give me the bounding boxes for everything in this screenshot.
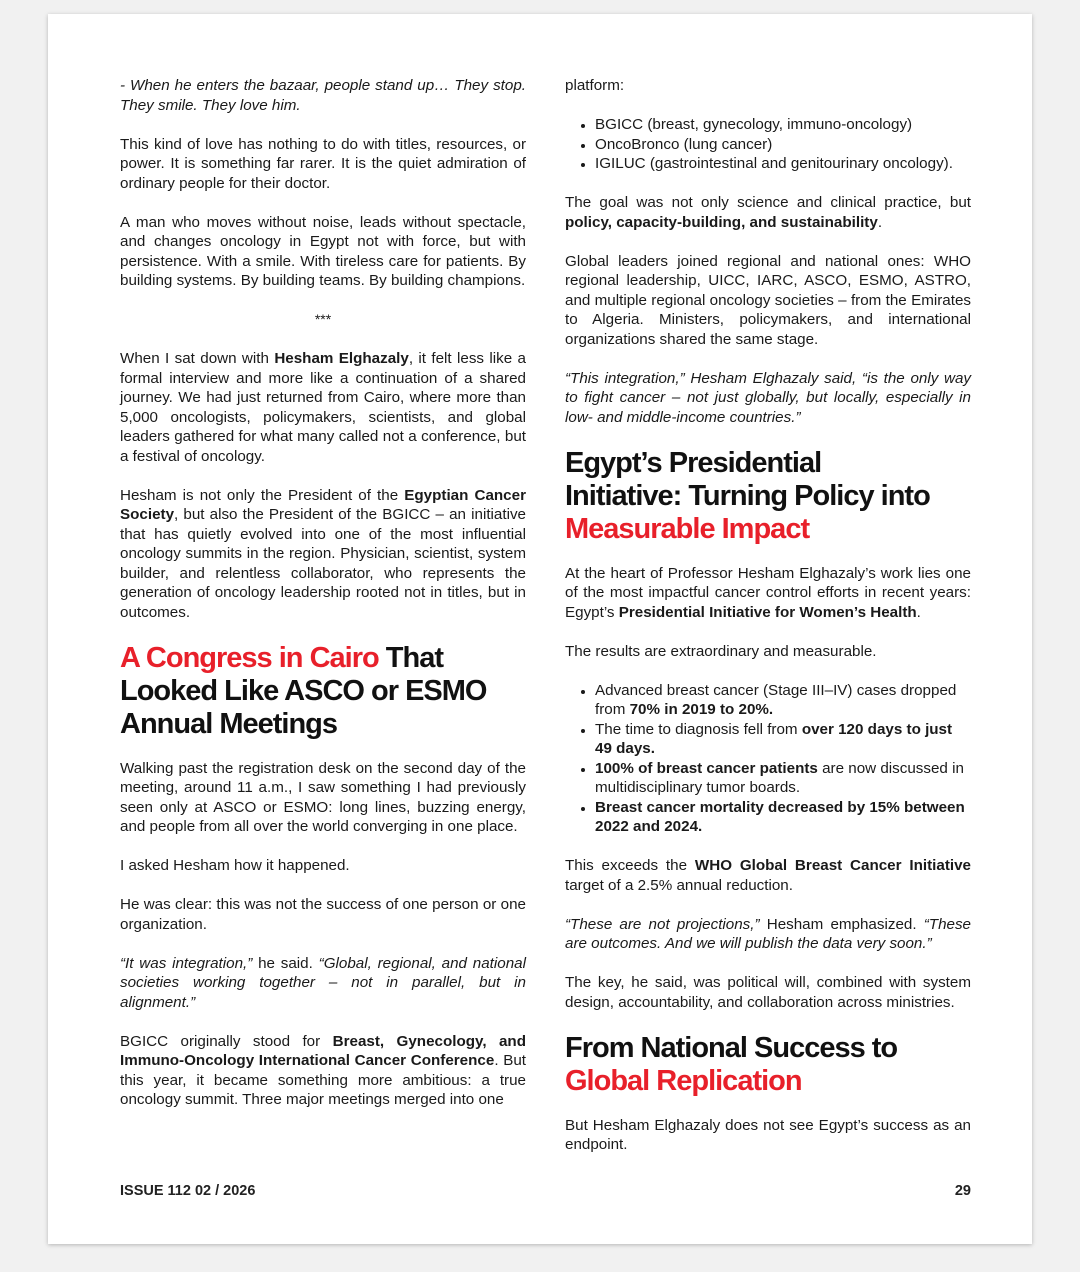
quote-text: “These are not projections,” — [565, 915, 760, 933]
issue-label: ISSUE 112 02 / 2026 — [120, 1183, 256, 1199]
heading-highlight: A Congress in Cairo — [120, 641, 379, 674]
page-number: 29 — [954, 1183, 971, 1199]
paragraph: This kind of love has nothing to do with titles, resources, or power. It is something far rarer. It is the quiet admiration of ordinary people for their doctor. — [120, 135, 526, 192]
section-heading — [120, 642, 526, 741]
bold-text: over 120 days to just 49 days. — [595, 720, 953, 757]
list-item — [595, 681, 971, 720]
paragraph: Global leaders joined regional and national ones: WHO regional leadership, UICC, IARC, ASCO, ESMO, ASTRO, and multiple regional oncology societies – from the Emirates to Algeria. Ministers, policymakers, and international organizations shared the same stage. — [565, 252, 971, 348]
bold-text: WHO Global Breast Cancer Initiative — [694, 857, 971, 874]
bold-text: 70% in 2019 to 20%. — [629, 701, 774, 718]
text: This exceeds the — [565, 857, 695, 874]
paragraph: The key, he said, was political will, combined with system design, accountability, and collaboration across ministries. — [565, 974, 971, 1011]
section-heading — [565, 447, 971, 546]
bold-text: policy, capacity-building, and sustainability — [565, 213, 878, 231]
text: . But this year, it became something more ambitious: a true oncology summit. Three major meetings merged into one — [120, 1052, 526, 1108]
list-item: • OncoBronco (lung cancer) — [595, 135, 971, 155]
meeting-list — [565, 115, 971, 174]
quote-text: Hesham Elghazaly said, — [684, 369, 862, 387]
list-item: • IGILUC (gastrointestinal and genitourinary oncology). — [595, 154, 971, 174]
text: he said. — [252, 954, 319, 972]
quote-text: “Global, regional, and national societies working together – not in parallel, but in alignment.” — [120, 954, 526, 1011]
heading-text: Initiative: Turning Policy into — [565, 479, 930, 512]
text: , it felt less like a formal interview and more like a continuation of a shared journey. We had just returned from Cairo, where more than 5,000 oncologists, policymakers, scientists, and global leaders gathered for what many called not a conference, but a festival of oncology. — [120, 350, 526, 465]
bold-name: Hesham Elghazaly — [274, 350, 409, 367]
quote-text: “is the only way to fight cancer – not just globally, but locally, especially in low- and middle-income countries.” — [565, 369, 972, 426]
heading-text: From National Success to — [565, 1031, 898, 1064]
paragraph — [565, 564, 971, 623]
paragraph — [565, 915, 971, 954]
paragraph — [120, 486, 526, 623]
paragraph: But Hesham Elghazaly does not see Egypt’s success as an endpoint. — [565, 1116, 971, 1153]
text: The goal was not only science and clinical practice, but — [565, 194, 971, 211]
quote-text: “It was integration,” — [120, 954, 253, 972]
quote-text: “These are outcomes. And we will publish the data very soon.” — [565, 915, 972, 952]
paragraph: I asked Hesham how it happened. — [120, 857, 350, 874]
section-heading — [565, 1032, 971, 1098]
heading-highlight: Global Replication — [565, 1064, 802, 1097]
paragraph: He was clear: this was not the success of one person or one organization. — [120, 896, 526, 933]
text: Hesham is not only the President of the — [120, 486, 405, 504]
bold-text: Presidential Initiative for Women’s Health — [618, 603, 917, 621]
bold-name: Breast, Gynecology, and Immuno-Oncology International Cancer Conference — [120, 1032, 526, 1069]
heading-text: That Looked Like ASCO or ESMO Annual Meetings — [120, 641, 487, 740]
bold-text: Breast cancer mortality decreased by 15% between 2022 and 2024. — [595, 798, 965, 835]
text: , but also the President of the BGICC – an initiative that has quietly evolved into one of the most influential oncology summits in the region. Physician, scientist, system builder, and relentless collaborator, who represents the generation of oncology leadership rooted not in titles, but in outcomes. — [120, 506, 526, 621]
text: Advanced breast cancer (Stage III–IV) cases dropped from — [595, 681, 957, 718]
list-item — [595, 759, 971, 798]
paragraph: The results are extraordinary and measurable. — [565, 642, 877, 660]
paragraph — [120, 1032, 526, 1110]
list-item: • BGICC (breast, gynecology, immuno-oncology) — [595, 115, 971, 135]
paragraph — [120, 954, 526, 1013]
quote-text: “This integration,” — [565, 369, 685, 387]
paragraph — [565, 856, 971, 895]
section-divider: *** — [314, 311, 332, 327]
text: The time to diagnosis fell from — [595, 720, 802, 738]
text: . — [877, 213, 883, 231]
magazine-page — [48, 14, 1032, 1244]
heading-highlight: Measurable Impact — [565, 512, 810, 545]
right-column — [565, 76, 971, 1174]
text: At the heart of Professor Hesham Elghazaly’s work lies one of the most impactful cancer control efforts in recent years: Egypt’s — [565, 564, 971, 621]
paragraph: Walking past the registration desk on the second day of the meeting, around 11 a.m., I saw something I had previously seen only at ASCO or ESMO: long lines, buzzing energy, and people from all over the world converging in one place. — [120, 759, 526, 835]
paragraph: A man who moves without noise, leads without spectacle, and changes oncology in Egypt not with force, but with persistence. With a smile. With tireless care for patients. By building systems. By building teams. By building champions. — [120, 213, 526, 289]
paragraph — [120, 349, 526, 466]
text: When I sat down with — [120, 350, 275, 367]
text: Hesham emphasized. — [759, 915, 924, 933]
heading-text: Egypt’s Presidential — [565, 446, 822, 479]
paragraph — [565, 193, 971, 232]
paragraph — [565, 369, 971, 428]
text: BGICC originally stood for — [120, 1032, 333, 1050]
text: . — [916, 603, 921, 621]
list-item — [595, 798, 971, 837]
results-list — [565, 681, 971, 837]
bold-name: Egyptian Cancer Society — [120, 486, 526, 523]
paragraph: platform: — [565, 77, 625, 94]
paragraph — [120, 76, 526, 115]
text: are now discussed in multidisciplinary tumor boards. — [595, 759, 964, 796]
quote-text: - When he enters the bazaar, people stand up… They stop. They smile. They love him. — [120, 77, 526, 114]
list-item — [595, 720, 971, 759]
bold-text: 100% of breast cancer patients — [595, 759, 818, 777]
left-column — [120, 76, 526, 1129]
text: target of a 2.5% annual reduction. — [565, 876, 793, 894]
